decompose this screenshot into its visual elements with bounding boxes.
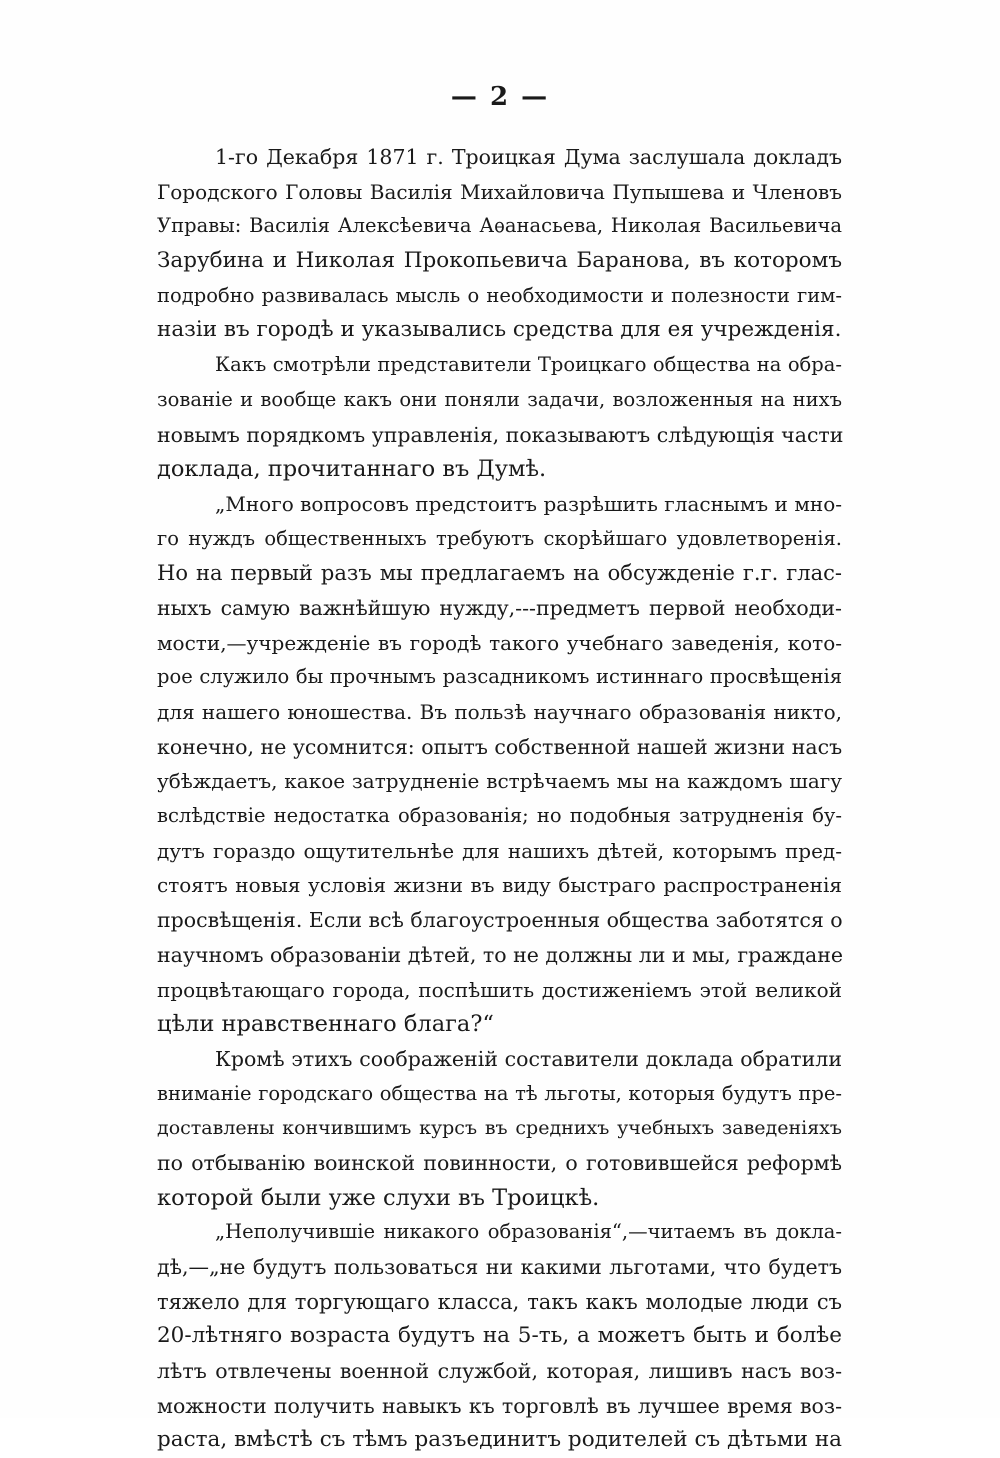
text-line: по отбыванію воинской повинности, о готовившейся реформѣ (157, 1150, 842, 1175)
text-line: Какъ смотрѣли представители Троицкаго общества на обра- (215, 353, 842, 377)
text-line: вниманіе городскаго общества на тѣ льготы, которыя будутъ пре- (157, 1081, 842, 1105)
text-line: цѣли нравственнаго блага?“ (157, 1011, 494, 1038)
text-line: научномъ образованіи дѣтей, то не должны ли и мы, граждане (157, 942, 843, 967)
text-line: раста, вмѣстѣ съ тѣмъ разъединитъ родителей съ дѣтьми на (157, 1427, 842, 1453)
text-line: ныхъ самую важнѣйшую нужду,---предметъ первой необходи- (157, 595, 842, 620)
text-line: Но на первый разъ мы предлагаемъ на обсужденіе г.г. глас- (157, 561, 842, 586)
text-line: 20-лѣтняго возраста будутъ на 5-ть, а можетъ быть и болѣе (157, 1323, 842, 1349)
text-line: мости,—учрежденіе въ городѣ такого учебнаго заведенія, кото- (157, 630, 842, 655)
text-line: доклада, прочитаннаго въ Думѣ. (157, 456, 547, 483)
text-line: конечно, не усомнится: опытъ собственной нашей жизни насъ (157, 734, 843, 759)
text-line: „Неполучившіе никакого образованія“,—читаемъ въ докла- (215, 1220, 842, 1244)
text-line: дѣ,—„не будутъ пользоваться ни какими льготами, что будетъ (157, 1255, 842, 1279)
page-number: — 2 — (450, 82, 550, 112)
text-line: назіи въ городѣ и указывались средства для ея учрежденія. (157, 317, 842, 343)
text-line: можности получить навыкъ къ торговлѣ въ лучшее время воз- (157, 1393, 842, 1418)
text-line: дутъ гораздо ощутительнѣе для нашихъ дѣтей, которымъ пред- (157, 838, 842, 863)
text-line: го нуждъ общественныхъ требуютъ скорѣйшаго удовлетворенія. (157, 526, 842, 550)
text-line: „Много вопросовъ предстоитъ разрѣшить гласнымъ и мно- (215, 491, 842, 516)
text-line: зованіе и вообще какъ они поняли задачи, возложенныя на нихъ (157, 387, 842, 411)
text-line: Зарубина и Николая Прокопьевича Баранова, въ которомъ (157, 248, 842, 274)
text-line: Кромѣ этихъ соображеній составители доклада обратили (215, 1046, 842, 1071)
text-line: 1-го Декабря 1871 г. Троицкая Дума заслушала докладъ (215, 145, 842, 169)
text-line: которой были уже слухи въ Троицкѣ. (157, 1184, 600, 1211)
text-line: рое служило бы прочнымъ разсадникомъ истиннаго просвѣщенія (157, 665, 842, 689)
body-text (157, 140, 842, 1458)
text-line: Управы: Василія Алексѣевича Аѳанасьева, Николая Васильевича (157, 214, 842, 238)
text-line: просвѣщенія. Если всѣ благоустроенныя общества заботятся о (157, 908, 843, 933)
text-line: новымъ порядкомъ управленія, показываютъ слѣдующія части (157, 422, 844, 447)
text-line: вслѣдствіе недостатка образованія; но подобныя затрудненія бу- (157, 804, 842, 828)
text-line: убѣждаетъ, какое затрудненіе встрѣчаемъ мы на каждомъ шагу (157, 769, 842, 794)
text-line: для нашего юношества. Въ пользѣ научнаго образованія никто, (157, 700, 842, 724)
text-line: подробно развивалась мысль о необходимости и полезности гим- (157, 283, 842, 307)
text-line: Городского Головы Василія Михайловича Пупышева и Членовъ (157, 179, 842, 204)
text-line: процвѣтающаго города, поспѣшить достиженіемъ этой великой (157, 977, 842, 1002)
text-line: лѣтъ отвлечены военной службой, которая, лишивъ насъ воз- (157, 1359, 842, 1384)
text-line: тяжело для торгующаго класса, такъ какъ молодые люди съ (157, 1289, 842, 1314)
text-line: стоятъ новыя условія жизни въ виду быстраго распространенія (157, 873, 842, 898)
text-line: доставлены кончившимъ курсъ въ среднихъ учебныхъ заведеніяхъ (157, 1117, 842, 1140)
